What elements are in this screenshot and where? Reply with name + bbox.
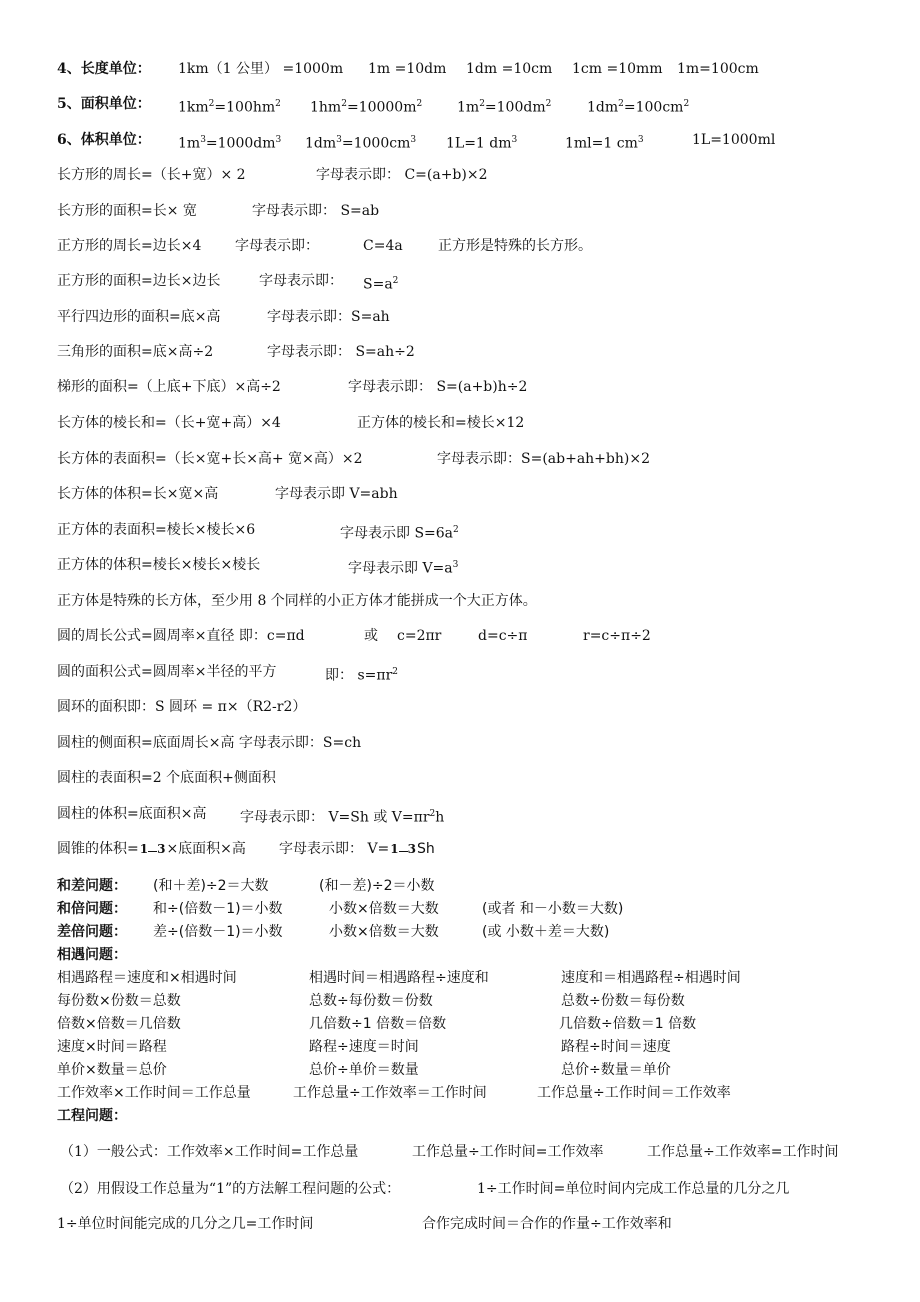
formula-text: 差÷(倍数－1)＝小数 (153, 924, 283, 940)
formula-text: 字母表示即： S=ab (252, 203, 380, 219)
formula-text: 正方形是特殊的长方形。 (438, 238, 592, 254)
formula-text: 小数×倍数＝大数 (329, 924, 439, 940)
formula-text: 工作总量÷工作效率＝工作时间 (293, 1085, 487, 1101)
formula-text: 字母表示即：S=ah (267, 309, 390, 325)
section-heading: 5、面积单位： (57, 96, 151, 112)
formula-text: 正方体的棱长和=棱长×12 (357, 415, 525, 431)
formula-text: $1dm^2=100cm^2$ (587, 99, 690, 116)
formula-text: 路程÷时间＝速度 (561, 1039, 671, 1055)
formula-text: 圆环的面积即：S 圆环 = π×（R2-r2） (57, 699, 307, 715)
formula-text: (或 小数＋差＝大数) (482, 924, 610, 940)
formula-text: 长方体的表面积=（长×宽+长×高+ 宽×高）×2 (57, 451, 363, 467)
formula-text: 长方体的体积=长×宽×高 (57, 486, 219, 502)
formula-text: 长方体的棱长和=（长+宽+高）×4 (57, 415, 281, 431)
formula-text: $1m^3=1000dm^3$ (178, 135, 282, 152)
formula-text: 几倍数÷倍数＝1 倍数 (559, 1016, 697, 1032)
formula-text: 1cm =10mm (572, 61, 663, 77)
formula-text: 相遇路程＝速度和×相遇时间 (57, 970, 237, 986)
formula-text: 工作总量÷工作效率=工作时间 (647, 1144, 839, 1160)
formula-text: 圆柱的体积=底面积×高 (57, 806, 207, 822)
formula-text: 1km（1 公里） =1000m (178, 61, 344, 77)
formula-text: 工作效率×工作时间＝工作总量 (57, 1085, 251, 1101)
formula-text: r=c÷π÷2 (583, 628, 651, 644)
formula-text: 圆的面积公式=圆周率×半径的平方 (57, 664, 277, 680)
formula-text: 平行四边形的面积=底×高 (57, 309, 221, 325)
formula-text: 单价×数量＝总价 (57, 1062, 167, 1078)
formula-text: 字母表示即： (235, 238, 319, 254)
formula-text: 1m =10dm (368, 61, 447, 77)
formula-text: 三角形的面积=底×高÷2 (57, 344, 214, 360)
formula-text: 圆锥的体积=1 3×底面积×高 (57, 841, 246, 857)
formula-text: （2）用假设工作总量为“1”的方法解工程问题的公式： (60, 1181, 401, 1197)
formula-text: 速度×时间＝路程 (57, 1039, 167, 1055)
section-heading: 6、体积单位： (57, 132, 151, 148)
formula-text: d=c÷π (478, 628, 528, 644)
formula-text: 正方体是特殊的长方体，至少用 8 个同样的小正方体才能拼成一个大正方体。 (57, 593, 537, 609)
formula-text: 1÷单位时间能完成的几分之几=工作时间 (57, 1216, 314, 1232)
formula-text: 字母表示即： S=ah÷2 (267, 344, 415, 360)
formula-text: 字母表示即： C=(a+b)×2 (316, 167, 488, 183)
formula-text: $1m^2=100dm^2$ (457, 99, 552, 116)
formula-text: 字母表示即 $S=6a^2$ (340, 525, 459, 542)
formula-text: 几倍数÷1 倍数＝倍数 (309, 1016, 447, 1032)
fraction-one-third: 1 3 (390, 842, 417, 856)
formula-text: 字母表示即： S=(a+b)h÷2 (348, 379, 528, 395)
formula-text: 字母表示即： V=1 3Sh (279, 841, 435, 857)
formula-text: 即： $s=\pi r^2$ (325, 667, 398, 684)
formula-text: 合作完成时间＝合作的作量÷工作效率和 (422, 1216, 672, 1232)
section-heading: 工程问题： (57, 1108, 127, 1124)
formula-text: 字母表示即 V=abh (275, 486, 398, 502)
section-heading: 4、长度单位： (57, 61, 151, 77)
formula-text: 1dm =10cm (466, 61, 553, 77)
formula-text: (和＋差)÷2＝大数 (153, 878, 269, 894)
section-heading: 差倍问题： (57, 924, 127, 940)
formula-text: 和÷(倍数－1)＝小数 (153, 901, 283, 917)
formula-text: 字母表示即：S=(ab+ah+bh)×2 (437, 451, 650, 467)
formula-text: 倍数×倍数＝几倍数 (57, 1016, 181, 1032)
formula-text: 圆柱的侧面积=底面周长×高 字母表示即：S=ch (57, 735, 362, 751)
formula-text: 圆的周长公式=圆周率×直径 即：c=πd (57, 628, 305, 644)
formula-text: C=4a (363, 238, 403, 254)
formula-text: 或 (364, 628, 378, 644)
formula-text: 总价÷单价＝数量 (309, 1062, 419, 1078)
formula-text: 总数÷份数＝每份数 (561, 993, 685, 1009)
formula-text: 1÷工作时间=单位时间内完成工作总量的几分之几 (477, 1181, 790, 1197)
formula-text: 总价÷数量＝单价 (561, 1062, 671, 1078)
formula-text: 总数÷每份数＝份数 (309, 993, 433, 1009)
formula-text: 速度和＝相遇路程÷相遇时间 (561, 970, 741, 986)
formula-text: 工作总量÷工作时间=工作效率 (412, 1144, 604, 1160)
formula-text: 字母表示即 $V=a^3$ (348, 560, 459, 577)
formula-text: (和－差)÷2＝小数 (319, 878, 435, 894)
formula-text: 路程÷速度＝时间 (309, 1039, 419, 1055)
formula-text: 长方形的周长=（长+宽）× 2 (57, 167, 246, 183)
formula-text: 1ml=1 $cm^3$ (565, 135, 644, 152)
formula-text: 字母表示即： V=Sh 或 $V=\pi r^2h$ (240, 809, 445, 826)
formula-text: 每份数×份数＝总数 (57, 993, 181, 1009)
section-heading: 和差问题： (57, 878, 127, 894)
formula-text: 正方形的面积=边长×边长 (57, 273, 221, 289)
formula-text: $1km^2=100hm^2$ (178, 99, 281, 116)
formula-text: 字母表示即： (259, 273, 343, 289)
formula-text: (或者 和－小数＝大数) (482, 901, 624, 917)
formula-text: 1L=1 $dm^3$ (446, 135, 518, 152)
formula-text: 小数×倍数＝大数 (329, 901, 439, 917)
fraction-one-third: 1 3 (139, 842, 166, 856)
formula-text: 正方体的表面积=棱长×棱长×6 (57, 522, 256, 538)
formula-text: $S=a^2$ (363, 276, 399, 293)
formula-text: 正方体的体积=棱长×棱长×棱长 (57, 557, 261, 573)
section-heading: 相遇问题： (57, 947, 127, 963)
formula-text: （1）一般公式：工作效率×工作时间=工作总量 (60, 1144, 359, 1160)
formula-text: 工作总量÷工作时间＝工作效率 (537, 1085, 731, 1101)
formula-text: 圆柱的表面积=2 个底面积+侧面积 (57, 770, 276, 786)
formula-text: 1m=100cm (677, 61, 759, 77)
formula-text: 相遇时间＝相遇路程÷速度和 (309, 970, 489, 986)
formula-text: 1L=1000ml (692, 132, 776, 148)
formula-text: 长方形的面积=长× 宽 (57, 203, 197, 219)
formula-text: 梯形的面积=（上底+下底）×高÷2 (57, 379, 281, 395)
formula-text: c=2πr (397, 628, 442, 644)
formula-text: $1hm^2=10000m^2$ (310, 99, 423, 116)
formula-text: $1dm^3=1000cm^3$ (305, 135, 417, 152)
section-heading: 和倍问题： (57, 901, 127, 917)
formula-text: 正方形的周长=边长×4 (57, 238, 202, 254)
